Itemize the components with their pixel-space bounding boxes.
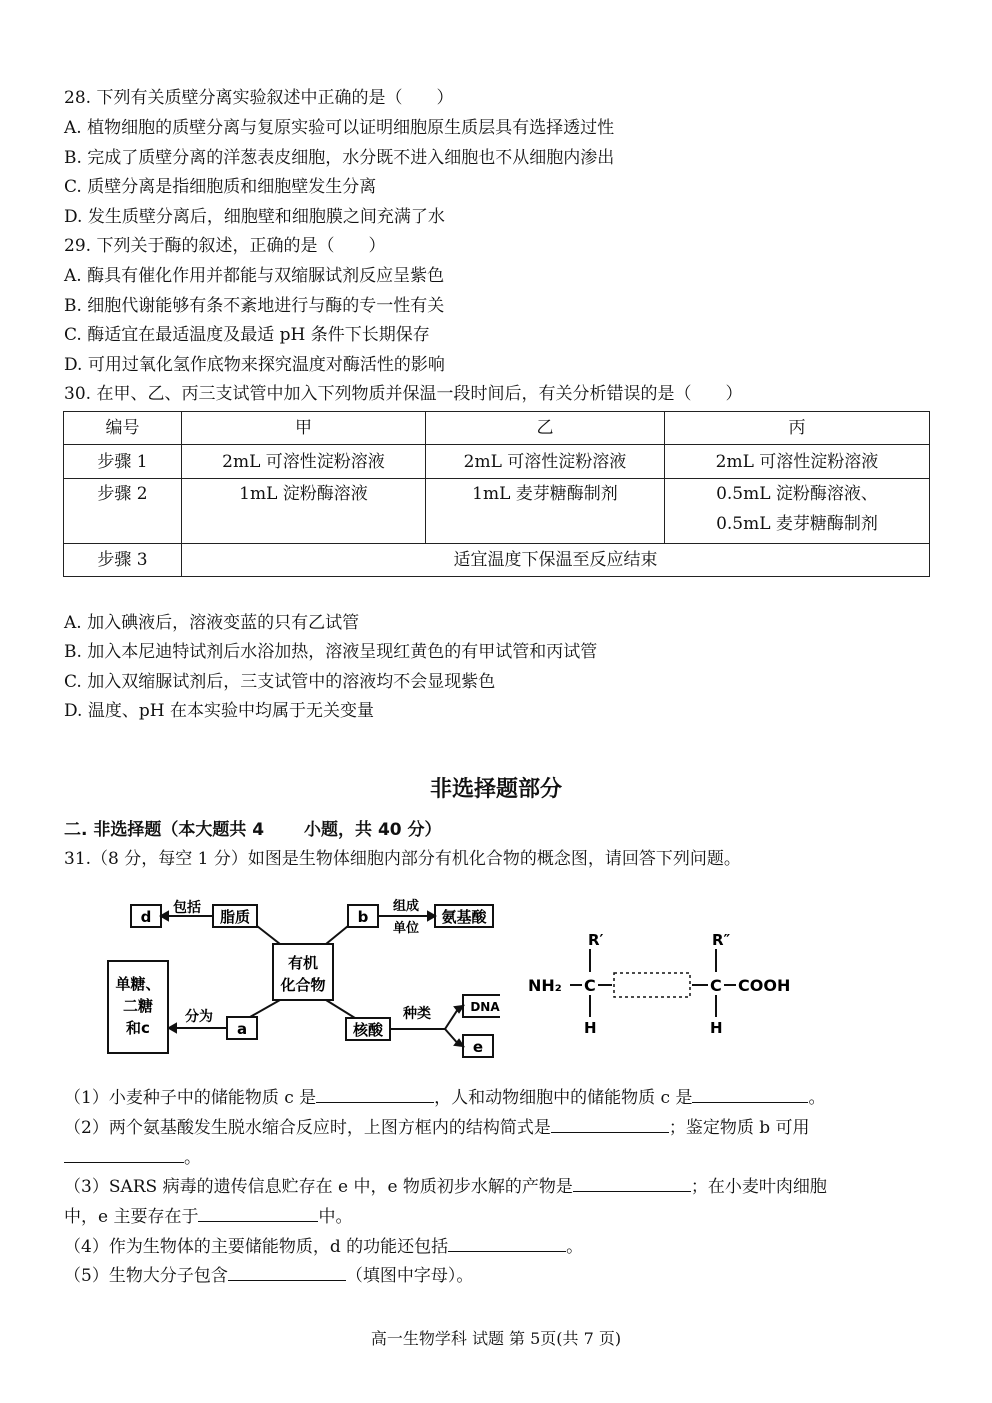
- q29-stem: 29. 下列关于酶的叙述，正确的是（ ）: [64, 236, 386, 256]
- q31-sub1: [64, 1084, 825, 1110]
- diagram-label-kind: 种类: [403, 1006, 431, 1022]
- q31-sub4-text-a: （4）作为生物体的主要储能物质，d 的功能还包括: [64, 1237, 449, 1257]
- q28-option-c: C. 质壁分离是指细胞质和细胞壁发生分离: [64, 177, 377, 197]
- answer-blank[interactable]: [198, 1203, 318, 1222]
- answer-blank[interactable]: [573, 1173, 691, 1192]
- diagram-label-sugar-1: 单糖、: [115, 975, 161, 993]
- q29-option-d: D. 可用过氧化氢作底物来探究温度对酶活性的影响: [64, 355, 445, 375]
- q28-stem: 28. 下列有关质壁分离实验叙述中正确的是（ ）: [64, 88, 454, 108]
- section-title: 非选择题部分: [429, 777, 562, 802]
- table-cell: 2mL 可溶性淀粉溶液: [182, 445, 426, 479]
- q31-sub3-text-c: 中，e 主要存在于: [64, 1207, 199, 1227]
- q31-sub3-text-b: ；在小麦叶肉细胞: [690, 1177, 827, 1197]
- table-header-cell: 甲: [182, 412, 426, 445]
- diagram-label-center-top: 有机: [287, 954, 319, 972]
- diagram-label-center-bottom: 化合物: [280, 976, 326, 994]
- q30-option-b: B. 加入本尼迪特试剂后水浴加热，溶液呈现红黄色的有甲试管和丙试管: [64, 642, 598, 662]
- q31-sub1-text-c: 。: [808, 1088, 826, 1108]
- diagram-label-amino-acid: 氨基酸: [441, 908, 487, 926]
- table-cell-line: 0.5mL 淀粉酶溶液、: [716, 484, 878, 504]
- table-header-cell: 乙: [426, 412, 665, 445]
- formula-nh2: NH₂: [528, 976, 562, 995]
- table-cell: 步骤 3: [64, 544, 182, 577]
- q31-sub4-text-b: 。: [566, 1237, 584, 1257]
- q29-option-b: B. 细胞代谢能够有条不紊地进行与酶的专一性有关: [64, 296, 445, 316]
- answer-blank[interactable]: [316, 1084, 434, 1103]
- concept-diagram: [100, 892, 500, 1062]
- q31-sub2-text-c: 。: [184, 1148, 201, 1168]
- q31-sub3-text-d: 中。: [318, 1207, 353, 1227]
- diagram-label-sugar-2: 二糖: [122, 997, 154, 1015]
- table-cell: 适宜温度下保温至反应结束: [182, 544, 930, 577]
- table-header-cell: 编号: [64, 412, 182, 445]
- q31-sub1-text-a: （1）小麦种子中的储能物质 c 是: [64, 1088, 317, 1108]
- dipeptide-formula: [520, 925, 810, 1040]
- formula-h1: H: [584, 1019, 597, 1037]
- table-row: [64, 544, 930, 577]
- diagram-label-b: b: [357, 908, 369, 926]
- formula-cooh: COOH: [738, 976, 791, 995]
- diagram-label-include: 包括: [173, 900, 201, 916]
- q30-option-a: A. 加入碘液后，溶液变蓝的只有乙试管: [64, 613, 360, 633]
- diagram-label-e: e: [472, 1038, 484, 1056]
- diagram-label-a: a: [236, 1020, 248, 1038]
- table-row: [64, 479, 930, 544]
- page-footer: 高一生物学科 试题 第 5页(共 7 页): [370, 1329, 622, 1348]
- formula-h2: H: [710, 1019, 723, 1037]
- table-cell: 步骤 1: [64, 445, 182, 479]
- formula-r1: R′: [588, 931, 604, 949]
- q28-option-d: D. 发生质壁分离后，细胞壁和细胞膜之间充满了水: [64, 207, 445, 227]
- answer-blank[interactable]: [551, 1114, 669, 1133]
- q30-option-c: C. 加入双缩脲试剂后，三支试管中的溶液均不会显现紫色: [64, 672, 496, 692]
- q28-option-a: A. 植物细胞的质壁分离与复原实验可以证明细胞原生质层具有选择透过性: [64, 118, 615, 138]
- answer-blank[interactable]: [448, 1233, 566, 1252]
- q28-option-b: B. 完成了质壁分离的洋葱表皮细胞，水分既不进入细胞也不从细胞内渗出: [64, 148, 615, 168]
- table-header-cell: 丙: [665, 412, 930, 445]
- q31-sub2-cont: [64, 1144, 201, 1170]
- answer-blank[interactable]: [692, 1084, 808, 1103]
- diagram-label-sugar-3: 和c: [126, 1019, 150, 1037]
- diagram-label-lipid: 脂质: [219, 908, 251, 926]
- q31-sub2-text-b: ；鉴定物质 b 可用: [668, 1118, 810, 1138]
- q31-sub3-text-a: （3）SARS 病毒的遗传信息贮存在 e 中，e 物质初步水解的产物是: [64, 1177, 573, 1197]
- diagram-label-divide: 分为: [185, 1009, 213, 1025]
- diagram-label-nucleic-acid: 核酸: [352, 1021, 384, 1039]
- table-cell: 1mL 麦芽糖酶制剂: [426, 479, 665, 544]
- q31-sub5-text-a: （5）生物大分子包含: [64, 1266, 228, 1286]
- table-cell-line: 0.5mL 麦芽糖酶制剂: [716, 514, 878, 534]
- q30-option-d: D. 温度、pH 在本实验中均属于无关变量: [64, 701, 374, 721]
- diagram-label-unit-top: 组成: [392, 899, 420, 914]
- q30-stem: 30. 在甲、乙、丙三支试管中加入下列物质并保温一段时间后，有关分析错误的是（ ）: [64, 384, 743, 404]
- table-cell: 2mL 可溶性淀粉溶液: [665, 445, 930, 479]
- q29-option-c: C. 酶适宜在最适温度及最适 pH 条件下长期保存: [64, 325, 430, 345]
- answer-blank[interactable]: [64, 1144, 184, 1163]
- diagram-label-unit-bottom: 单位: [392, 921, 420, 936]
- q31-sub2: [64, 1114, 810, 1140]
- experiment-table: [63, 411, 930, 577]
- diagram-label-d: d: [140, 908, 152, 926]
- q31-stem: 31.（8 分，每空 1 分）如图是生物体细胞内部分有机化合物的概念图，请回答下列问题。: [64, 849, 741, 869]
- table-cell: 1mL 淀粉酶溶液: [182, 479, 426, 544]
- q31-sub3-cont: [64, 1203, 352, 1229]
- q31-sub4: [64, 1233, 583, 1259]
- q31-sub1-text-b: ，人和动物细胞中的储能物质 c 是: [434, 1088, 693, 1108]
- part2-heading: 二. 非选择题（本大题共 4 小题，共 40 分）: [64, 820, 442, 840]
- q31-sub5-text-b: （填图中字母）。: [345, 1266, 474, 1286]
- table-header-row: [64, 412, 930, 445]
- q29-option-a: A. 酶具有催化作用并都能与双缩脲试剂反应呈紫色: [64, 266, 445, 286]
- formula-r2: R″: [712, 931, 731, 949]
- diagram-label-dna: DNA: [470, 1000, 500, 1014]
- table-cell: [665, 479, 930, 544]
- table-row: [64, 445, 930, 479]
- formula-dashed-box: [614, 973, 690, 997]
- table-cell: 2mL 可溶性淀粉溶液: [426, 445, 665, 479]
- q31-sub3: [64, 1173, 827, 1199]
- table-cell: 步骤 2: [64, 479, 182, 544]
- formula-carbon-2: C: [710, 976, 722, 995]
- q31-sub2-text-a: （2）两个氨基酸发生脱水缩合反应时，上图方框内的结构简式是: [64, 1118, 551, 1138]
- q31-sub5: [64, 1262, 473, 1288]
- answer-blank[interactable]: [228, 1262, 346, 1281]
- formula-carbon-1: C: [584, 976, 596, 995]
